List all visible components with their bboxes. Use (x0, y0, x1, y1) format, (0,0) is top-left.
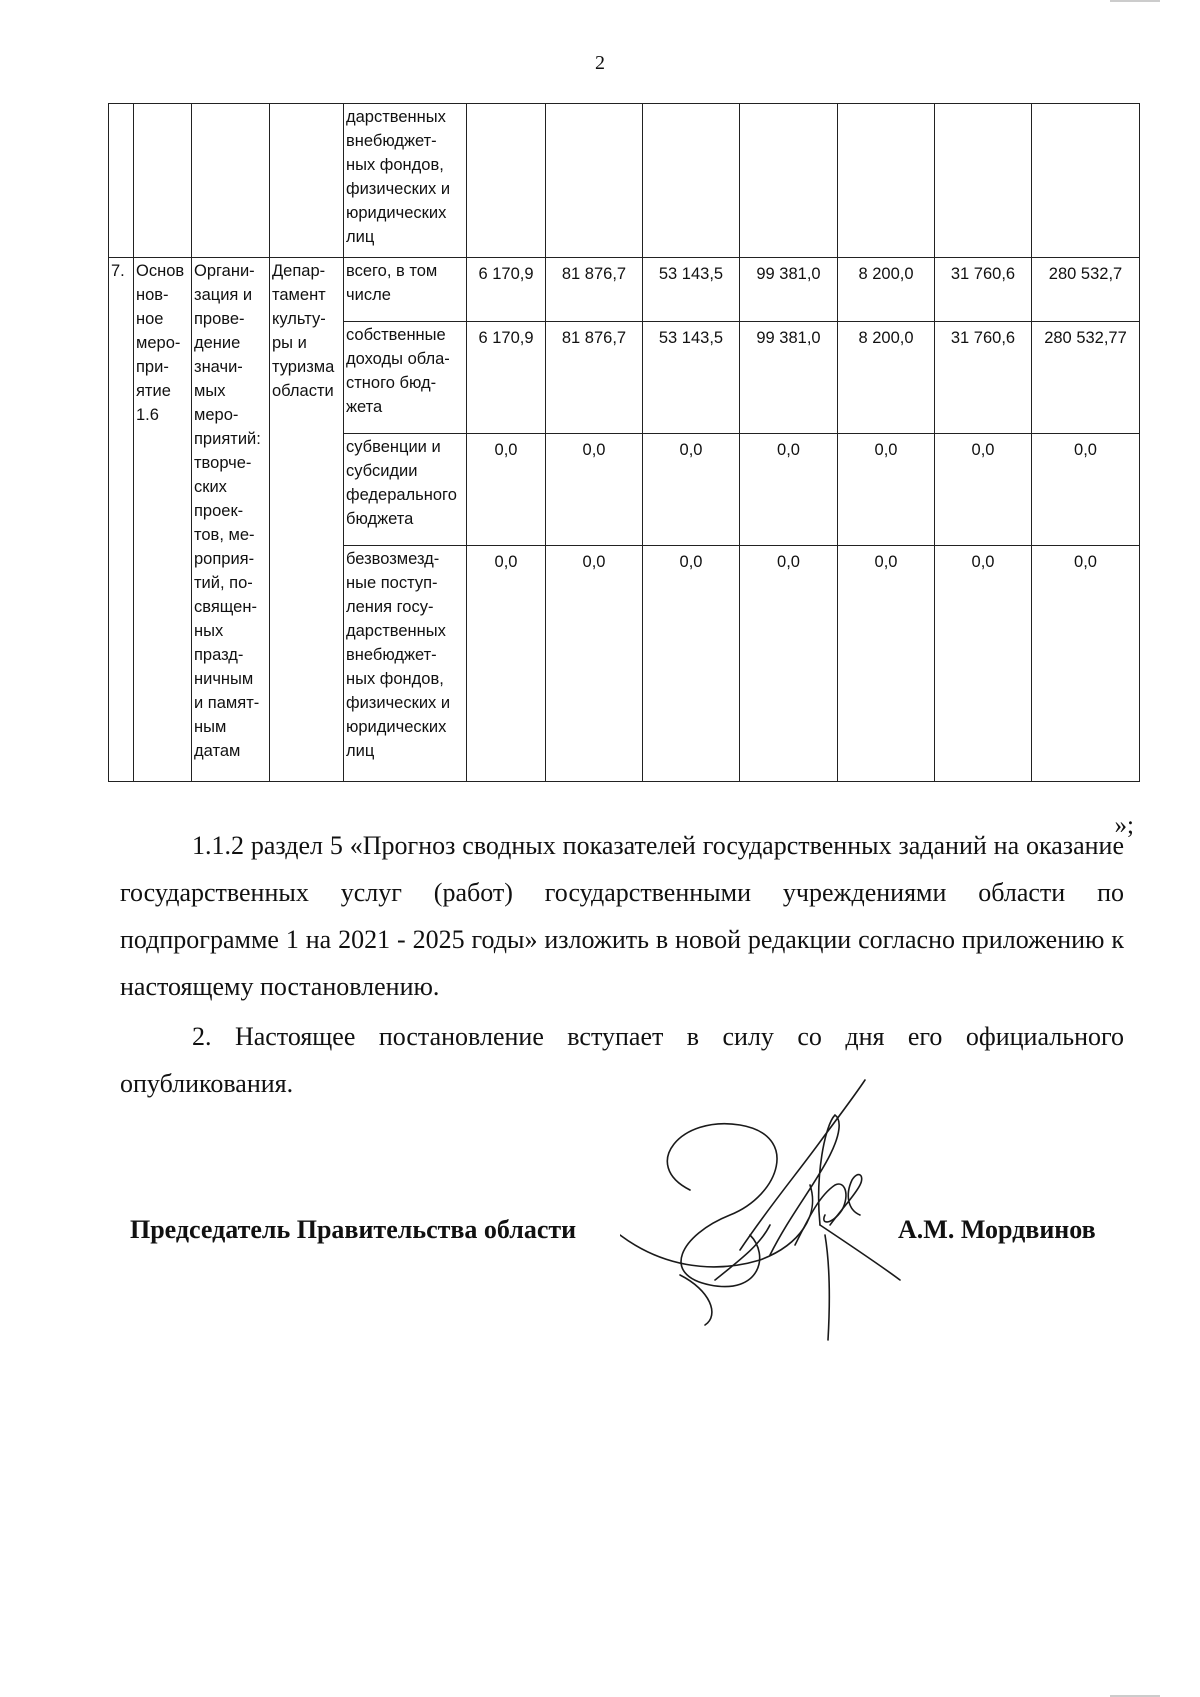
cell-line: субвенции и (346, 438, 441, 456)
cell-line: ных фондов, (346, 670, 444, 688)
cell-line: ры и (272, 334, 307, 352)
cell-value (467, 104, 546, 258)
cell-line: лиц (346, 742, 375, 760)
signer-name: А.М. Мордвинов (898, 1215, 1096, 1244)
value-cell: 0,0 (740, 546, 838, 782)
cell-line: и памят- (194, 694, 260, 712)
cell-line: дение (194, 334, 241, 352)
cell-line: роприя- (194, 550, 255, 568)
value-cell: 6 170,9 (467, 322, 546, 434)
cell-line: датам (194, 742, 241, 760)
budget-table (108, 103, 1140, 782)
executor (270, 258, 344, 782)
cell-line: прове- (194, 310, 245, 328)
value-cell: 31 760,6 (935, 322, 1032, 434)
source-label (344, 546, 467, 782)
value-cell: 280 532,77 (1032, 322, 1140, 434)
source-label (344, 322, 467, 434)
table-row-top-fragment (109, 104, 1140, 258)
cell-line: ные поступ- (346, 574, 438, 592)
cell-line: тов, ме- (194, 526, 255, 544)
scan-mark-top (1110, 0, 1160, 2)
cell-line: творче- (194, 454, 252, 472)
value-cell: 280 532,7 (1032, 258, 1140, 322)
cell-line: безвозмезд- (346, 550, 440, 568)
value-cell: 0,0 (838, 434, 935, 546)
value-cell: 53 143,5 (643, 322, 740, 434)
cell-line: при- (136, 358, 169, 376)
value-cell: 81 876,7 (546, 322, 643, 434)
value-cell: 0,0 (643, 434, 740, 546)
cell-line: всего, в том (346, 262, 438, 280)
value-cell: 0,0 (546, 434, 643, 546)
cell-line: меро- (194, 406, 239, 424)
cell-line: тий, по- (194, 574, 253, 592)
cell-line: 1.6 (136, 406, 159, 424)
cell-line: физических и (346, 180, 451, 198)
paragraph-effective-date: 2. Настоящее постановление вступает в силу со дня его официального опубликования. (120, 1022, 1124, 1098)
activity-type (134, 258, 192, 782)
cell-line: меро- (136, 334, 181, 352)
cell-line: Основ (136, 262, 185, 280)
value-cell: 6 170,9 (467, 258, 546, 322)
cell-line: тамент (272, 286, 326, 304)
cell-line: мых (194, 382, 226, 400)
activity-name (192, 258, 270, 782)
value-cell: 0,0 (1032, 434, 1140, 546)
cell-line: собственные (346, 326, 446, 344)
value-cell: 0,0 (935, 546, 1032, 782)
cell-line: Депар- (272, 262, 326, 280)
paragraph-amendment: 1.1.2 раздел 5 «Прогноз сводных показателей государственных заданий на оказание государственных услуг (работ) государственными учреждениями области по подпрограмме 1 на 2021 - 2025 годы» изложить в новой редакции согласно приложению к настоящему постановлению. (120, 831, 1124, 1001)
cell-line: юридических (346, 204, 447, 222)
cell-line: внебюджет- (346, 132, 437, 150)
value-cell: 99 381,0 (740, 258, 838, 322)
value-cell: 8 200,0 (838, 322, 935, 434)
cell-line: жета (346, 398, 383, 416)
cell-line: юридических (346, 718, 447, 736)
value-cell: 8 200,0 (838, 258, 935, 322)
value-cell: 0,0 (467, 434, 546, 546)
closing-quote: »; (1114, 812, 1134, 839)
cell-value (838, 104, 935, 258)
value-cell: 0,0 (1032, 546, 1140, 782)
cell-line: внебюджет- (346, 646, 437, 664)
cell-line: нов- (136, 286, 169, 304)
signer-title: Председатель Правительства области (130, 1215, 577, 1244)
value-cell: 0,0 (740, 434, 838, 546)
value-cell: 99 381,0 (740, 322, 838, 434)
cell-line: священ- (194, 598, 257, 616)
cell-line: стного бюд- (346, 374, 437, 392)
value-cell: 81 876,7 (546, 258, 643, 322)
cell-line: федерального (346, 486, 457, 504)
cell-line: культу- (272, 310, 326, 328)
cell-line: физических и (346, 694, 451, 712)
cell-line: ских (194, 478, 227, 496)
value-cell: 0,0 (838, 546, 935, 782)
cell-line: ное (136, 310, 164, 328)
value-cell: 0,0 (935, 434, 1032, 546)
value-cell: 0,0 (467, 546, 546, 782)
cell-name (192, 104, 270, 258)
cell-line: лиц (346, 228, 375, 246)
cell-value (1032, 104, 1140, 258)
cell-value (546, 104, 643, 258)
cell-value (935, 104, 1032, 258)
cell-line: ничным (194, 670, 254, 688)
cell-line: доходы обла- (346, 350, 450, 368)
value-cell: 53 143,5 (643, 258, 740, 322)
cell-line: приятий: (194, 430, 261, 448)
cell-line: ных фондов, (346, 156, 444, 174)
cell-line: субсидии (346, 462, 418, 480)
cell-line: празд- (194, 646, 244, 664)
row-number: 7. (109, 258, 134, 782)
cell-line: зация и (194, 286, 253, 304)
page-number: 2 (595, 52, 605, 74)
source-label (344, 258, 467, 322)
cell-line: Органи- (194, 262, 255, 280)
cell-number (109, 104, 134, 258)
cell-line: дарственных (346, 622, 446, 640)
value-cell: 0,0 (643, 546, 740, 782)
cell-type (134, 104, 192, 258)
cell-line: бюджета (346, 510, 414, 528)
handwritten-signature (620, 1075, 910, 1345)
cell-line: области (272, 382, 334, 400)
cell-executor (270, 104, 344, 258)
cell-line: числе (346, 286, 391, 304)
cell-line: дарственных (346, 108, 446, 126)
value-cell: 31 760,6 (935, 258, 1032, 322)
cell-line: проек- (194, 502, 244, 520)
value-cell: 0,0 (546, 546, 643, 782)
cell-line: туризма (272, 358, 335, 376)
table-row (109, 258, 1140, 322)
cell-value (740, 104, 838, 258)
cell-line: ных (194, 622, 224, 640)
cell-line: ления госу- (346, 598, 434, 616)
cell-line: значи- (194, 358, 243, 376)
source-label (344, 434, 467, 546)
cell-line: ятие (136, 382, 171, 400)
cell-value (643, 104, 740, 258)
cell-line: ным (194, 718, 227, 736)
cell-source-label (344, 104, 467, 258)
